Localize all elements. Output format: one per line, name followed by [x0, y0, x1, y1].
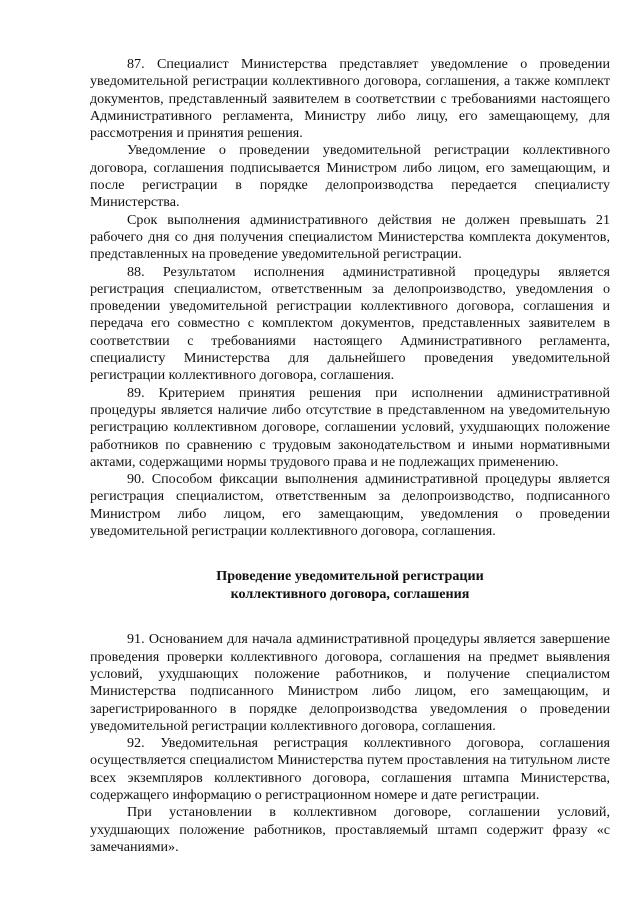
- paragraph-92: 92. Уведомительная регистрация коллективного договора, соглашения осуществляется специалистом Министерства путем проставления на титульном листе всех экземпляров коллективного договора, соглашения штампа Министерства, содержащего информацию о регистрационном номере и дате регистрации.: [90, 735, 610, 803]
- paragraph-91: 91. Основанием для начала административной процедуры является завершение проведения проверки коллективного договора, соглашения на предмет выявления условий, ухудшающих положение работников, и получение специалистом Министерства подписанного Министром либо лицом, его замещающим, и зарегистрированного в порядке делопроизводства уведомления о проведении уведомительной регистрации коллективного договора, соглашения.: [90, 631, 610, 734]
- paragraph-notification-signing: Уведомление о проведении уведомительной регистрации коллективного договора, соглашения подписывается Министром либо лицом, его замещающим, и после регистрации в порядке делопроизводства передается специалисту Министерства.: [90, 142, 610, 211]
- paragraph-88: 88. Результатом исполнения административной процедуры является регистрация специалистом, ответственным за делопроизводство, уведомления о проведении уведомительной регистрации коллективного договора, соглашения и передача его совместно с комплектом документов, представленных заявителем в соответствии с требованиями настоящего Административного регламента, специалисту Министерства для дальнейшего проведения уведомительной регистрации коллективного договора, соглашения.: [90, 263, 610, 384]
- section-heading-line-2: коллективного договора, соглашения: [230, 586, 470, 603]
- paragraph-90: 90. Способом фиксации выполнения административной процедуры является регистрация специалистом, ответственным за делопроизводство, подписанного Министром либо лицом, его замещающим, уведомления о проведении уведомительной регистрации коллективного договора, соглашения.: [90, 471, 610, 540]
- paragraph-89: 89. Критерием принятия решения при исполнении административной процедуры является наличие либо отсутствие в представленном на уведомительную регистрацию коллективном договоре, соглашении условий, ухудшающих положение работников по сравнению с трудовым законодательством и иными нормативными актами, содержащими нормы трудового права и не подлежащих применению.: [90, 384, 610, 470]
- paragraph-remarks-stamp: При установлении в коллективном договоре, соглашении условий, ухудшающих положение работников, проставляемый штамп содержит фразу «с замечаниями».: [90, 804, 610, 855]
- section-heading-line-1: Проведение уведомительной регистрации: [216, 568, 484, 585]
- paragraph-87: 87. Специалист Министерства представляет уведомление о проведении уведомительной регистрации коллективного договора, соглашения, а также комплект документов, представленный заявителем в соответствии с требованиями настоящего Административного регламента, Министру либо лицу, его замещающему, для рассмотрения и принятия решения.: [90, 56, 610, 142]
- section-heading: [90, 567, 610, 603]
- document-page: [90, 56, 610, 856]
- paragraph-deadline: Срок выполнения административного действия не должен превышать 21 рабочего дня со дня получения специалистом Министерства комплекта документов, представленных на проведение уведомительной регистрации.: [90, 211, 610, 263]
